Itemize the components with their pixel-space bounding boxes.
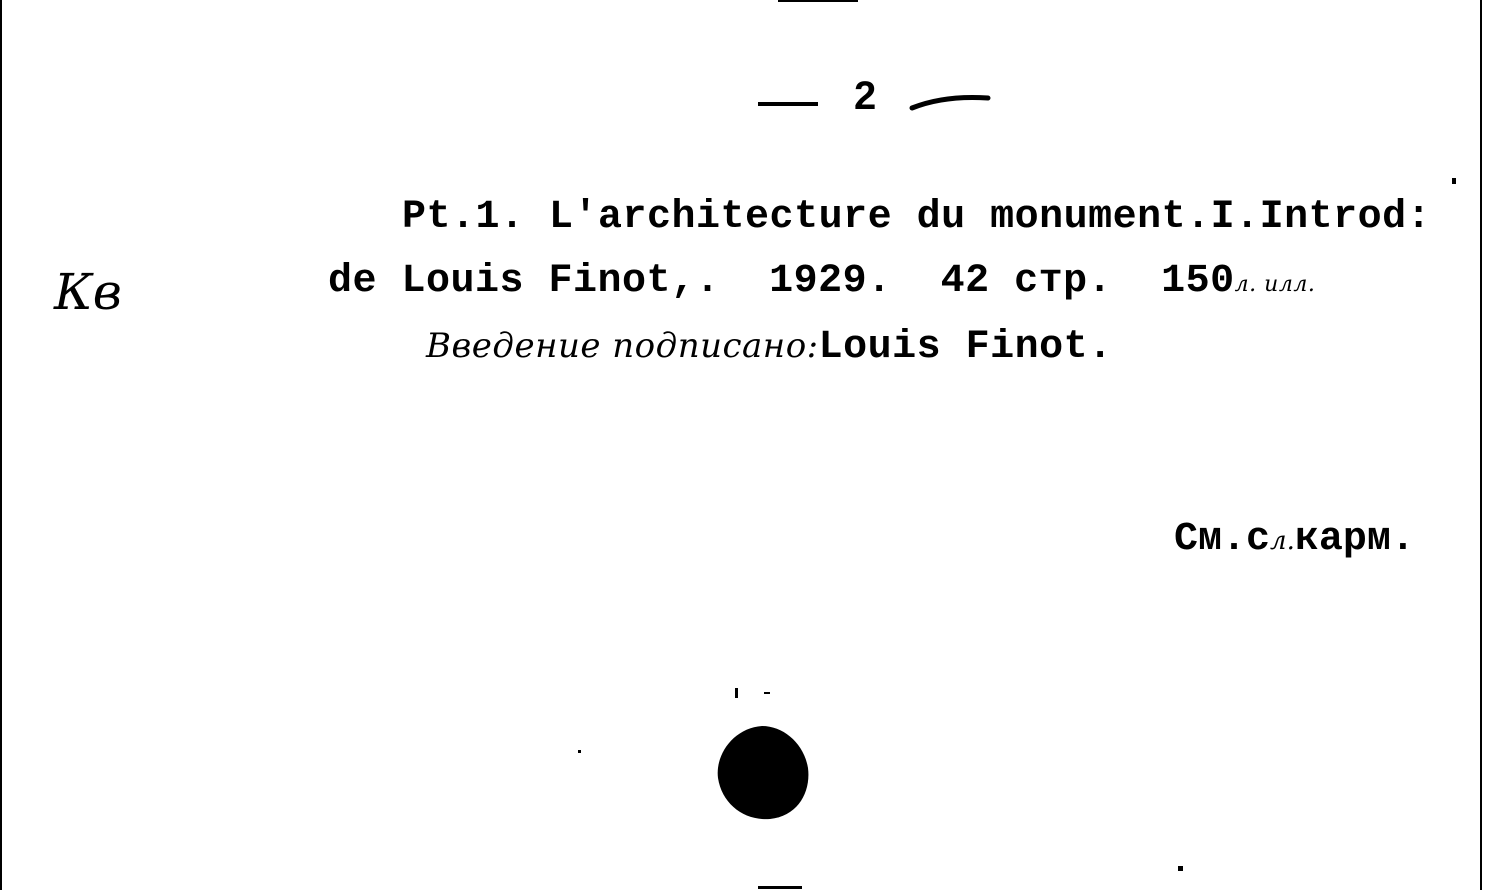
card-right-edge — [1480, 0, 1482, 890]
introduction-signer: Louis Finot. — [818, 325, 1113, 370]
illustrations-handwritten: л. илл. — [1234, 272, 1316, 297]
punch-hole — [714, 722, 812, 822]
top-edge-mark — [778, 0, 858, 2]
speck — [1178, 866, 1183, 871]
speck — [1452, 178, 1456, 184]
see-also-suffix: карм. — [1294, 517, 1415, 562]
speck — [735, 688, 738, 698]
title-line: Pt.1. L'architecture du monument.I.Introd: — [402, 195, 1432, 240]
see-also-note — [1174, 516, 1415, 565]
bottom-edge-mark — [758, 886, 802, 889]
introduction-note-line — [426, 322, 1113, 372]
card-left-edge — [0, 0, 2, 890]
see-also-handwritten: л. — [1270, 526, 1295, 556]
page-number: 2 — [854, 74, 877, 118]
speck — [764, 692, 770, 694]
author-date-text: de Louis Finot,. 1929. 42 стр. 150 — [328, 259, 1235, 304]
dash-left — [758, 102, 818, 106]
page-number-header — [758, 72, 998, 120]
dash-right — [908, 88, 992, 112]
margin-shelf-mark: Кв — [54, 263, 122, 321]
introduction-handwritten: Введение подписано: — [426, 326, 819, 366]
see-also-prefix: См.с — [1174, 517, 1271, 562]
author-date-line — [328, 258, 1315, 309]
speck — [578, 750, 581, 753]
